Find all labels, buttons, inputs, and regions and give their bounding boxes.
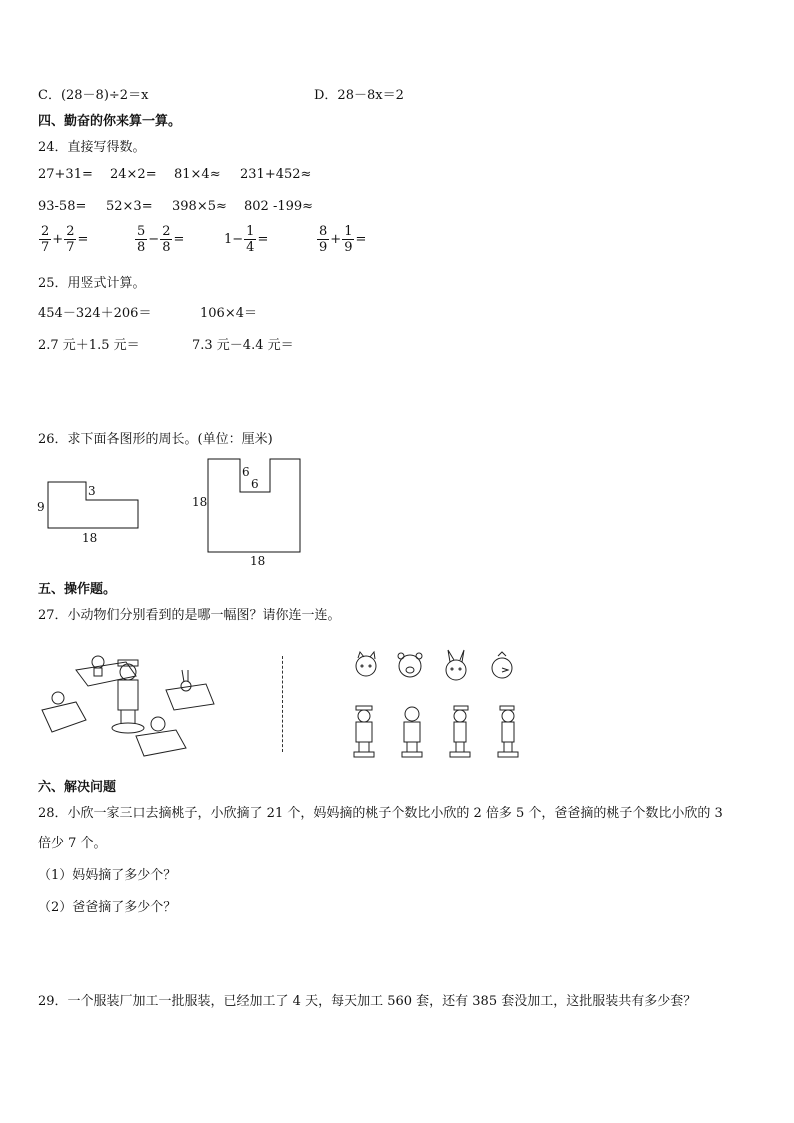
q24-item: 802 -199≈ [244,199,314,214]
q25-item: 7.3 元－4.4 元＝ [192,338,294,353]
q25-item: 106×4＝ [200,306,257,321]
q24-title: 24．直接写得数。 [38,140,146,155]
q24-item: 398×5≈ [172,199,227,214]
fraction: $\frac{8}{9}$ [319,224,328,255]
option-d: D．28－8x＝2 [314,88,404,103]
label-bottom: 18 [250,554,266,568]
label-notch-w: 6 [251,477,259,491]
q24-item: 52×3= [106,199,153,214]
figure-front-icon [354,706,374,757]
fraction-expression: $\frac{5}{8}$ − $\frac{2}{8}$ = [137,224,185,255]
fraction: $\frac{1}{9}$ [344,224,353,255]
policeman-views-row [350,704,530,760]
chick-face-icon [492,652,512,678]
section-4-title: 四、勤奋的你来算一算。 [38,114,182,129]
q24-item: 27+31= [38,167,93,182]
fraction: $\frac{2}{7}$ [41,224,50,255]
option-c: C．(28－8)÷2＝x [38,88,149,103]
q24-item: 231+452≈ [240,167,312,182]
rabbit-face-icon [446,650,466,680]
dog-face-icon [356,652,376,676]
fraction: $\frac{2}{8}$ [162,224,171,255]
q25-item: 2.7 元＋1.5 元＝ [38,338,140,353]
u-shape-figure [190,455,310,570]
fraction-expression: 1− $\frac{1}{4}$ = [224,224,269,255]
l-shape-figure [30,470,150,548]
q26-title: 26．求下面各图形的周长。(单位：厘米) [38,432,273,447]
q25-item: 454－324＋206＝ [38,306,152,321]
q24-item: 93-58= [38,199,87,214]
fraction-expression: $\frac{2}{7}$ + $\frac{2}{7}$ = [41,224,89,255]
animal-scene-illustration [36,640,276,760]
q28-line2: 倍少 7 个。 [38,836,107,851]
label-left: 9 [37,500,45,514]
q24-item: 81×4≈ [174,167,221,182]
divider-dashed [282,656,283,752]
fraction-expression: $\frac{8}{9}$ + $\frac{1}{9}$ = [319,224,367,255]
bear-face-icon [398,653,422,677]
figure-side-left-icon [450,706,470,757]
q28-sub1: （1）妈妈摘了多少个？ [38,868,177,883]
figure-back-icon [402,707,422,757]
fraction: $\frac{5}{8}$ [137,224,146,255]
label-left: 18 [192,495,208,509]
q28-sub2: （2）爸爸摘了多少个？ [38,900,177,915]
fraction: $\frac{2}{7}$ [66,224,75,255]
q27-title: 27．小动物们分别看到的是哪一幅图？请你连一连。 [38,608,341,623]
q29-text: 29．一个服装厂加工一批服装，已经加工了 4 天，每天加工 560 套，还有 385 套没加工，这批服装共有多少套？ [38,994,697,1009]
label-notch: 3 [88,484,96,498]
section-5-title: 五、操作题。 [38,582,117,597]
figure-side-right-icon [498,706,518,757]
label-bottom: 18 [82,531,98,545]
q24-item: 24×2= [110,167,157,182]
fraction: $\frac{1}{4}$ [246,224,255,255]
section-6-title: 六、解决问题 [38,780,117,795]
animal-faces-row [350,648,530,684]
q25-title: 25．用竖式计算。 [38,276,146,291]
q28-line1: 28．小欣一家三口去摘桃子，小欣摘了 21 个，妈妈摘的桃子个数比小欣的 2 倍多 5 个，爸爸摘的桃子个数比小欣的 3 [38,806,723,821]
label-notch-h: 6 [242,465,250,479]
